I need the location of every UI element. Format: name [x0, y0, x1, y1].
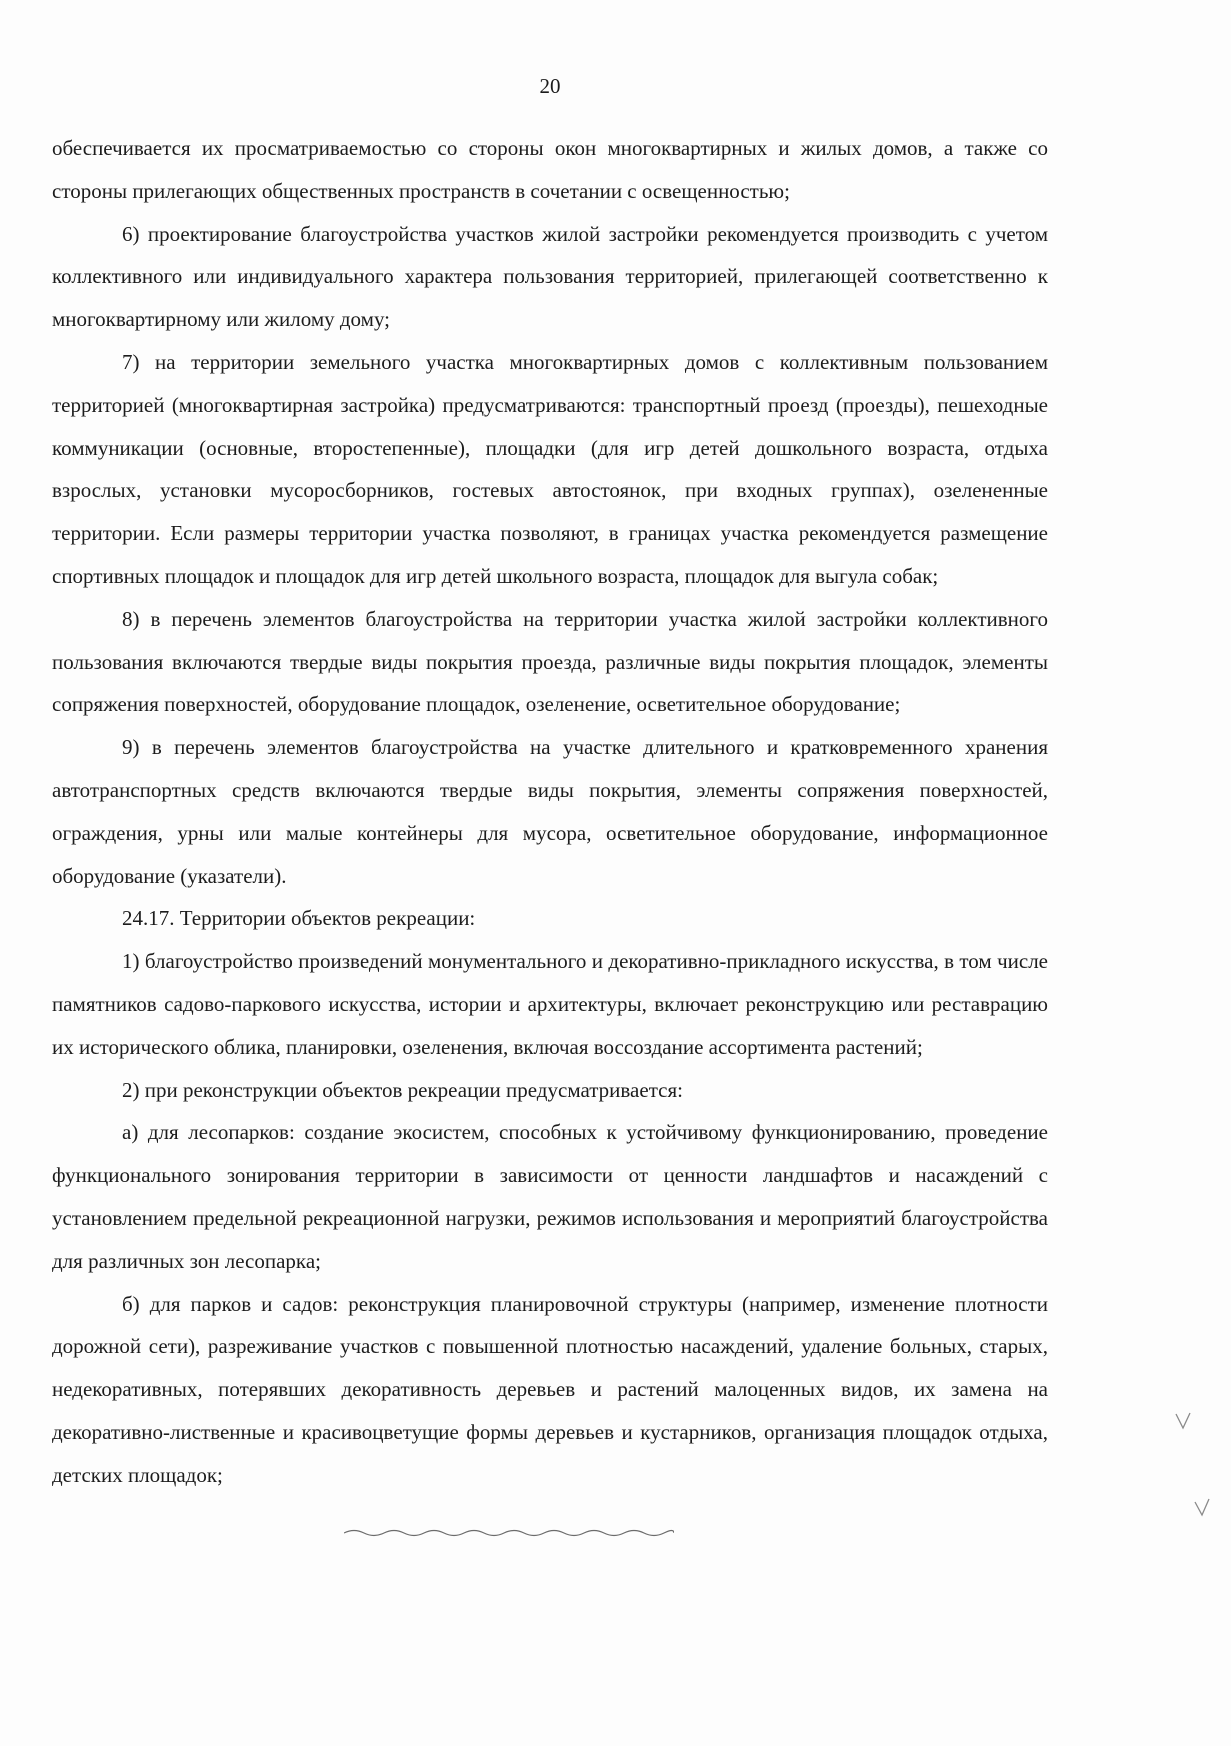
paragraph: обеспечивается их просматриваемостью со стороны окон многоквартирных и жилых домов, а также со стороны прилегающих общественных пространств в сочетании с освещенностью;	[52, 136, 1048, 203]
paragraph: 7) на территории земельного участка многоквартирных домов с коллективным пользованием территорией (многоквартирная застройка) предусматриваются: транспортный проезд (проезды), пешеходные коммуникации (основные, второстепенные), площадки (для игр детей дошкольного возраста, отдыха взрослых, установки мусоросборников, гостевых автостоянок, при входных группах), озелененные территории. Если размеры территории участка позволяют, в границах участка рекомендуется размещение спортивных площадок и площадок для игр детей школьного возраста, площадок для выгула собак;	[52, 349, 1048, 588]
handwritten-underline-mark	[344, 1528, 674, 1538]
paragraph: 1) благоустройство произведений монументального и декоративно-прикладного искусства, в том числе памятников садово-паркового искусства, истории и архитектуры, включает реконструкцию или реставрацию их исторического облика, планировки, озеленения, включая воссоздание ассортимента растений;	[52, 949, 1048, 1059]
paragraph: 6) проектирование благоустройства участков жилой застройки рекомендуется производить с учетом коллективного или индивидуального характера пользования территорией, прилегающей соответственно к многоквартирному или жилому дому;	[52, 221, 1048, 332]
margin-check-mark	[1192, 1497, 1212, 1519]
paragraph: 2) при реконструкции объектов рекреации предусматривается:	[122, 1077, 683, 1102]
paragraph: 8) в перечень элементов благоустройства на территории участка жилой застройки коллективного пользования включаются твердые виды покрытия проезда, различные виды покрытия площадок, элементы сопряжения поверхностей, оборудование площадок, озеленение, осветительное оборудование;	[52, 606, 1048, 717]
page-number: 20	[539, 74, 561, 98]
paragraph: б) для парков и садов: реконструкция планировочной структуры (например, изменение плотности дорожной сети), разреживание участков с повышенной плотностью насаждений, удаление больных, старых, недекоративных, потерявших декоративность деревьев и растений малоценных видов, их замена на декоративно-лиственные и красивоцветущие формы деревьев и кустарников, организация площадок отдыха, детских площадок;	[52, 1291, 1048, 1487]
paragraph: 9) в перечень элементов благоустройства на участке длительного и кратковременного хранения автотранспортных средств включаются твердые виды покрытия, элементы сопряжения поверхностей, ограждения, урны или малые контейнеры для мусора, осветительное оборудование, информационное оборудование (указатели).	[52, 735, 1048, 888]
paragraph: а) для лесопарков: создание экосистем, способных к устойчивому функционированию, проведение функционального зонирования территории в зависимости от ценности ландшафтов и насаждений с установлением предельной рекреационной нагрузки, режимов использования и мероприятий благоустройства для различных зон лесопарка;	[52, 1120, 1048, 1273]
body-text	[52, 127, 1048, 1497]
section-heading: 24.17. Территории объектов рекреации:	[122, 906, 476, 931]
margin-check-mark	[1173, 1410, 1193, 1432]
